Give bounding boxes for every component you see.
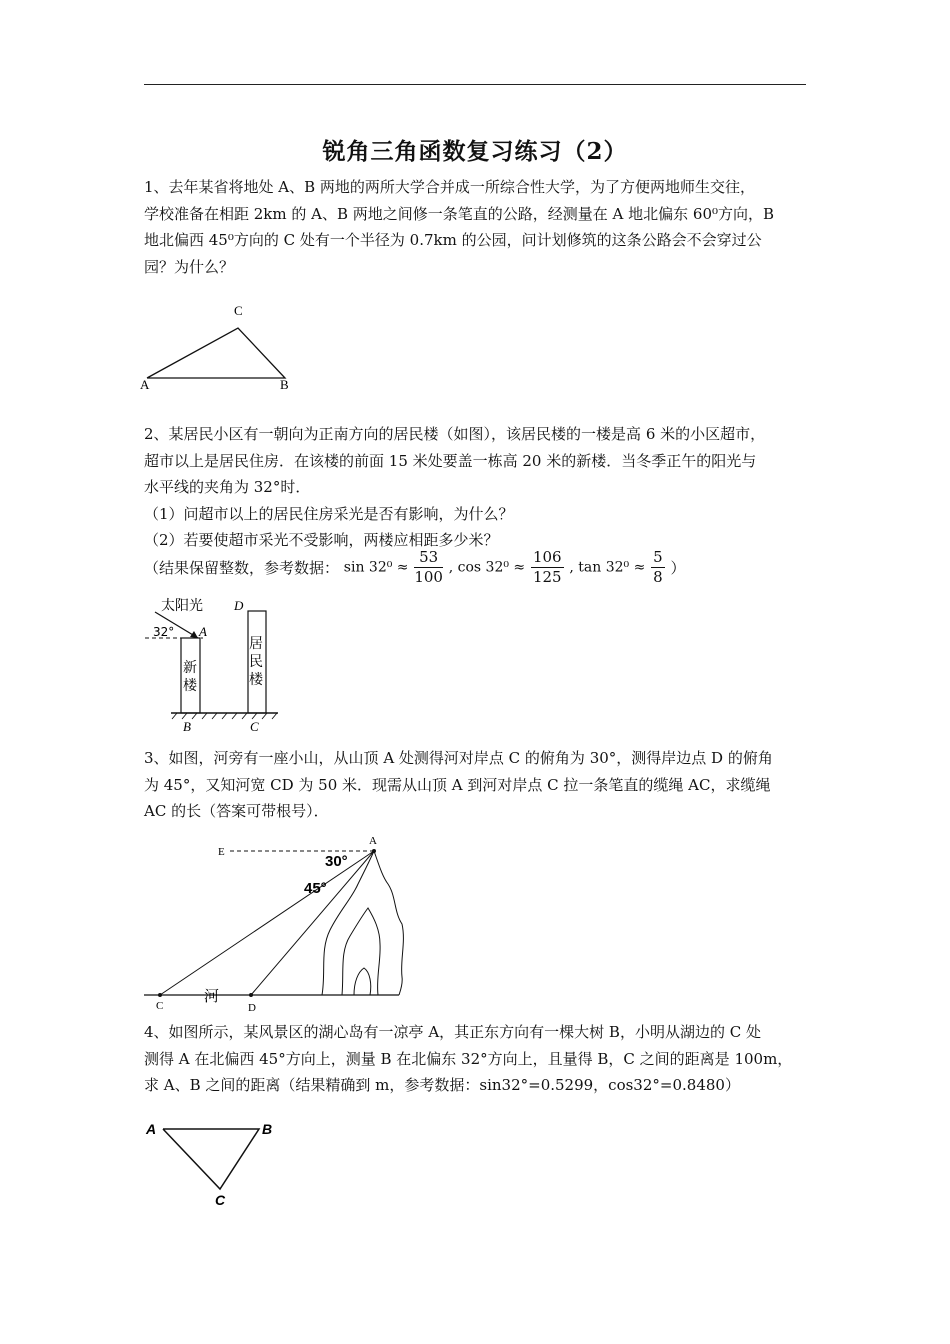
angle-45-label: 45° [304,880,327,897]
q3-mountain-figure [144,832,409,1014]
line-ac [160,851,374,995]
label-d: D [234,598,244,613]
q1-line: 地北偏西 45⁰方向的 C 处有一个半径为 0.7km 的公园，问计划修筑的这条公路会不会穿过公 [144,231,762,249]
ref-sin-fraction: $\frac{53}{100}$ [414,548,443,586]
q3-line: 为 45°，又知河宽 CD 为 50 米．现需从山顶 A 到河对岸点 C 拉一条笔直的缆绳 AC，求缆绳 [144,775,771,794]
q4-triangle [163,1129,259,1189]
q2-line: （1）问超市以上的居民住房采光是否有影响，为什么？ [144,504,514,523]
ref-tan: , tan 32⁰ ≈ [569,559,646,576]
ref-cos-fraction: $\frac{106}{125}$ [532,548,562,586]
label-c: C [215,1192,226,1208]
new-building-char-1: 新 [183,660,197,676]
mountain-cave [354,968,371,995]
mountain-inner [342,908,380,995]
q2-line: 超市以上是居民住房．在该楼的前面 15 米处要盖一栋高 20 米的新楼．当冬季正午的阳光与 [144,451,757,470]
angle-label: 32° [153,625,175,639]
new-building-char-2: 楼 [183,678,197,694]
q2-buildings-figure [143,596,288,736]
angle-30-label: 30° [325,853,348,870]
q3-line: AC 的长（答案可带根号）． [144,802,329,820]
line-ad [251,851,374,995]
label-a: A [199,624,207,639]
label-e: E [218,846,225,858]
q4-line: 4、如图所示，某风景区的湖心岛有一凉亭 A，其正东方向有一棵大树 B，小明从湖边的 C 处 [144,1023,761,1041]
residential-char-1: 居 [249,636,263,652]
q2-line: 2、某居民小区有一朝向为正南方向的居民楼（如图），该居民楼的一楼是高 6 米的小区超市， [144,425,766,443]
q1-line: 1、去年某省将地处 A、B 两地的两所大学合并成一所综合性大学，为了方便两地师生交往， [144,178,755,196]
page-title: 锐角三角函数复习练习（2） [322,138,628,165]
q4-line: 求 A、B 之间的距离（结果精确到 m，参考数据：sin32°=0.5299，cos32°=0.8480） [144,1076,740,1094]
label-c: C [250,719,259,734]
label-a: A [146,1121,157,1137]
river-label: 河 [204,987,220,1005]
q1-label-a: A [140,377,150,392]
label-b: B [183,719,191,734]
point-d [249,993,253,997]
q1-line: 学校准备在相距 2km 的 A、B 两地之间修一条笔直的公路，经测量在 A 地北偏东 60⁰方向，B [144,204,775,223]
q3-line: 3、如图，河旁有一座小山，从山顶 A 处测得河对岸点 C 的俯角为 30°，测得岸边点 D 的俯角 [144,749,773,767]
q2-reference-data [144,548,685,596]
label-a: A [369,835,377,847]
ref-cos: , cos 32⁰ ≈ [448,559,526,576]
ref-suffix: ） [670,559,686,577]
q2-line: 水平线的夹角为 32°时． [144,478,311,496]
q4-triangle-figure [143,1116,283,1211]
q1-label-b: B [280,377,289,392]
point-c [158,993,162,997]
q2-line: （2）若要使超市采光不受影响，两楼应相距多少米？ [144,531,499,549]
residential-char-3: 楼 [249,672,263,688]
q4-line: 测得 A 在北偏西 45°方向上，测量 B 在北偏东 32°方向上，且量得 B，C 之间的距离是 100m， [144,1049,793,1068]
label-c: C [156,1000,164,1012]
q1-triangle-figure [135,298,305,398]
q1-label-c: C [234,303,243,318]
header-rule [144,84,806,85]
question-3 [144,745,814,825]
question-1 [144,174,814,280]
q1-triangle [147,328,285,378]
ref-tan-fraction: $\frac{5}{8}$ [653,548,663,586]
residential-char-2: 民 [249,654,263,670]
question-2 [144,421,814,554]
ref-prefix: （结果保留整数，参考数据： [144,559,340,577]
mountain-outline [322,851,403,995]
label-d: D [248,1002,256,1014]
label-b: B [262,1121,273,1137]
q1-line: 园？为什么？ [144,257,235,276]
ref-sin: sin 32⁰ ≈ [343,559,409,576]
sun-label: 太阳光 [161,598,203,614]
question-4 [144,1019,814,1099]
